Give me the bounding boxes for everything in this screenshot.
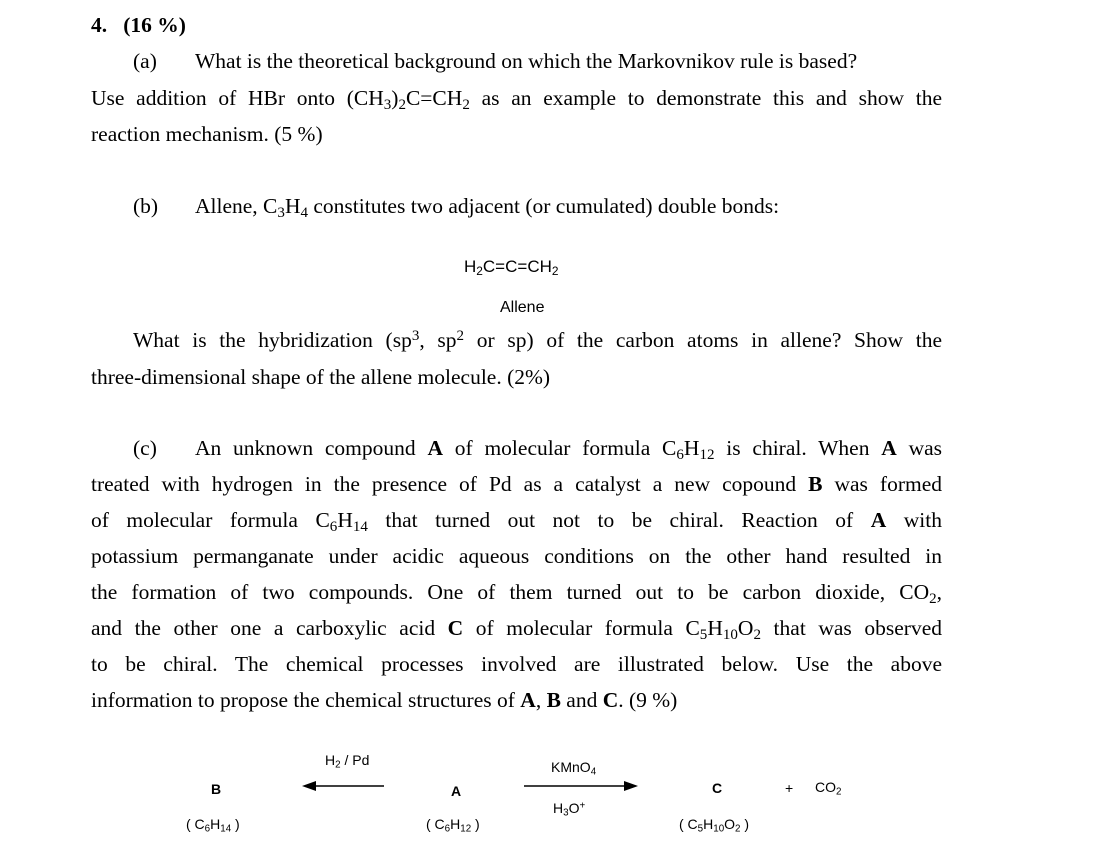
part-c-line-7: to be chiral. The chemical processes involved are illustrated below. Use the above	[91, 652, 942, 676]
part-a-label: (a)	[133, 49, 157, 73]
part-c-line-5: the formation of two compounds. One of them turned out to be carbon dioxide, $CO_2$,	[91, 580, 942, 607]
oxidation-arrow-icon	[522, 778, 640, 794]
allene-formula: $H_2C=C=CH_2$	[464, 257, 559, 278]
reagent-h2-pd: $H_2$ / Pd	[325, 752, 370, 771]
compound-b-label: B	[211, 781, 222, 797]
plus-sign: +	[785, 780, 794, 796]
part-b-line-1: Allene, $C_3H_4$ constitutes two adjacent (or cumulated) double bonds:	[195, 194, 780, 221]
formula-a: ( $C_6H_{12}$ )	[426, 816, 480, 835]
formula-b: ( $C_6H_{14}$ )	[186, 816, 240, 835]
part-c-line-2: treated with hydrogen in the presence of Pd as a catalyst a new copound B was formed	[91, 472, 942, 496]
part-c-line-1: An unknown compound A of molecular formula $C_6H_{12}$ is chiral. When A was	[195, 436, 943, 463]
compound-a-label: A	[451, 783, 462, 799]
part-a-line-1: What is the theoretical background on which the Markovnikov rule is based?	[195, 49, 858, 73]
co2-product: $CO_2$	[815, 779, 842, 798]
question-number: 4.	[91, 13, 108, 37]
reagent-h3o-plus: $H_3O^+$	[553, 800, 586, 819]
part-a-line-3: reaction mechanism. (5 %)	[91, 122, 323, 146]
part-a-line-2: Use addition of HBr onto $(CH_3)_2C=CH_2$ as an example to demonstrate this and show the	[91, 86, 942, 113]
part-c-line-8: information to propose the chemical structures of A, B and C. (9 %)	[91, 688, 678, 712]
part-b-question-line-1: What is the hybridization ($sp^3$, $sp^2$ or sp) of the carbon atoms in allene? Show the	[133, 328, 942, 352]
part-c-label: (c)	[133, 436, 157, 460]
part-c-line-3: of molecular formula $C_6H_{14}$ that turned out not to be chiral. Reaction of A with	[91, 508, 942, 535]
part-b-question-line-2: three-dimensional shape of the allene molecule. (2%)	[91, 365, 551, 389]
formula-c: ( $C_5H_{10}O_2$ )	[679, 816, 750, 835]
part-c-line-4: potassium permanganate under acidic aqueous conditions on the other hand resulted in	[91, 544, 942, 568]
reagent-kmno4: KMnO$_4$	[551, 759, 597, 778]
allene-name: Allene	[500, 299, 545, 316]
hydrogenation-arrow-icon	[300, 778, 390, 794]
part-b-label: (b)	[133, 194, 159, 218]
question-header	[91, 12, 186, 38]
compound-c-label: C	[712, 780, 723, 796]
question-weight: (16 %)	[123, 13, 186, 37]
part-c-line-6: and the other one a carboxylic acid C of molecular formula $C_5H_{10}O_2$ that was observed	[91, 616, 942, 643]
